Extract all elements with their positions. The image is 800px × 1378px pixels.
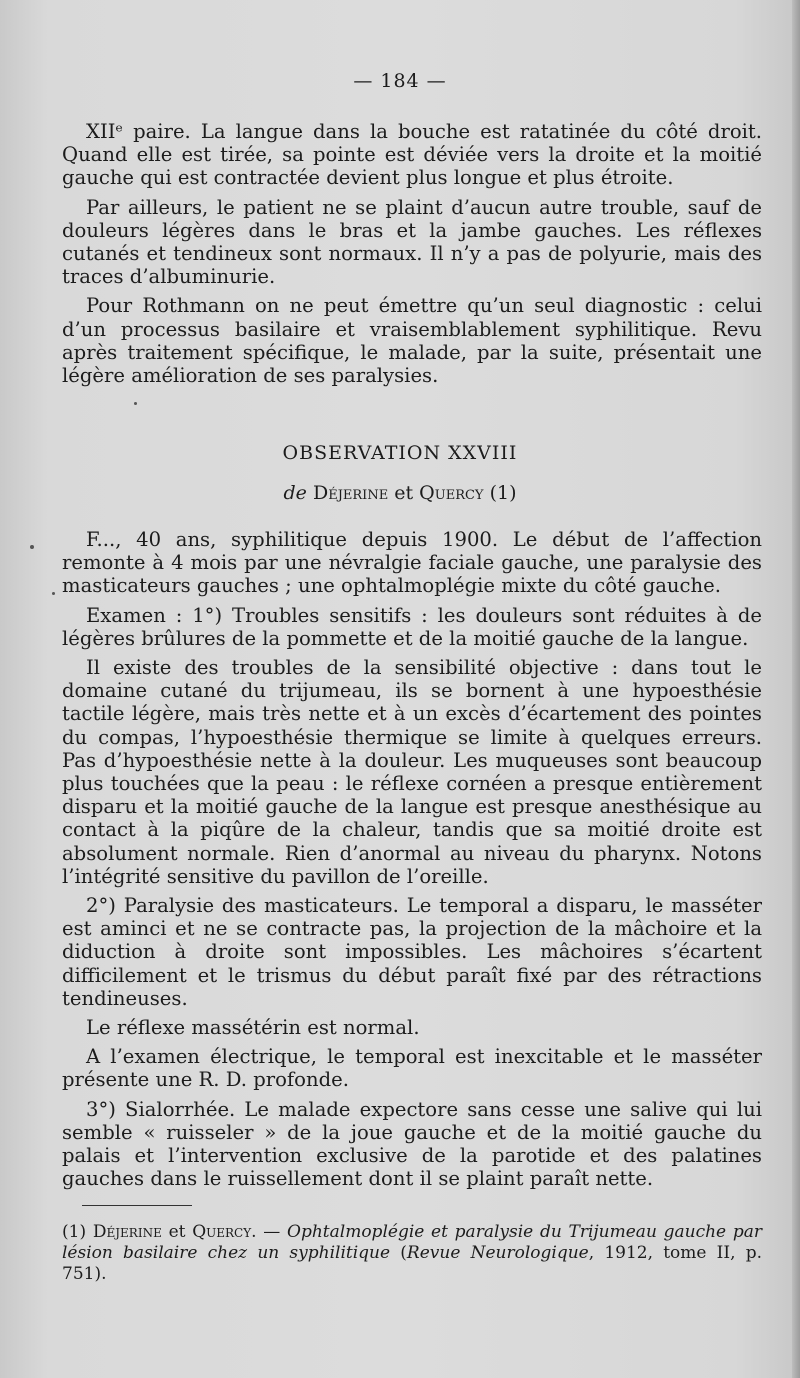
paragraph-electric-exam: A l’examen électrique, le temporal est inexcitable et le masséter présente une R. D. profonde. bbox=[62, 1045, 762, 1092]
footnote-conjunction: et bbox=[168, 1222, 186, 1242]
paragraph-diagnosis: Pour Rothmann on ne peut émettre qu’un seul diagnostic : celui d’un processus basilaire et vraisemblablement syphilitique. Revu après traitement spécifique, le malade, par la suite, présentait une légère amélioration de ses paralysies. bbox=[62, 294, 762, 388]
footnote-author-quercy: Quercy. bbox=[192, 1222, 257, 1242]
footnote-journal: Revue Neurologique bbox=[406, 1243, 589, 1263]
paragraph-objective-sensitivity: Il existe des troubles de la sensibilité objective : dans tout le domaine cutané du trijumeau, ils se bornent à une hypoesthésie tactile légère, mais très nette et à un excès d’écartement des pointes du compas, l’hypoesthésie thermique se limite à quelques erreurs. Pas d’hypoesthésie nette à la douleur. Les muqueuses sont beaucoup plus touchées que la peau : le réflexe cornéen a presque entièrement disparu et la moitié gauche de la langue est presque anesthésique au contact à la piqûre de la chaleur, tandis que sa moitié droite est absolument normale. Rien d’anormal au niveau du pharynx. Notons l’intégrité sensitive du pavillon de l’oreille. bbox=[62, 656, 762, 888]
footnote-journal-open: ( bbox=[400, 1243, 407, 1263]
paper-speck bbox=[52, 592, 55, 595]
authors-prefix: de bbox=[283, 482, 307, 504]
paragraph-symptoms: Par ailleurs, le patient ne se plaint d’aucun autre trouble, sauf de douleurs légères dans le bras et la jambe gauches. Les réflexes cutanés et tendineux sont normaux. Il n’y a pas de polyurie, mais des traces d’albuminurie. bbox=[62, 195, 762, 289]
paragraph-exam-sensory: Examen : 1°) Troubles sensitifs : les douleurs sont réduites à de légères brûlures de la pommette et de la moitié gauche de la langue. bbox=[62, 603, 762, 650]
paragraph-masseter-reflex: Le réflexe massétérin est normal. bbox=[86, 1016, 420, 1040]
paragraph-sialorrhea: 3°) Sialorrhée. Le malade expectore sans cesse une salive qui lui semble « ruisseler » de la joue gauche et de la moitié gauche du palais et l’intervention exclusive de la parotide et des palatines gauches dans le ruissellement dont il se plaint paraît nette. bbox=[62, 1097, 762, 1191]
footnote-divider bbox=[82, 1205, 192, 1206]
paragraph-cranial-nerve: XIIᵉ paire. La langue dans la bouche est ratatinée du côté droit. Quand elle est tirée, sa pointe est déviée vers la droite et la moitié gauche qui est contractée devient plus longue et plus étroite. bbox=[62, 120, 762, 190]
footnote-author-dejerine: Déjerine bbox=[92, 1222, 162, 1242]
authors-conjunction: et bbox=[394, 482, 414, 504]
observation-text bbox=[62, 528, 762, 1196]
footnote-dash: — bbox=[263, 1222, 281, 1242]
observation-title: OBSERVATION XXVIII bbox=[282, 442, 518, 464]
page-edge-shadow bbox=[792, 0, 800, 1378]
author-quercy: Quercy bbox=[419, 482, 484, 504]
paragraph-history: F..., 40 ans, syphilitique depuis 1900. Le début de l’affection remonte à 4 mois par une névralgie faciale gauche, une paralysie des masticateurs gauches ; une ophtalmoplégie mixte du côté gauche. bbox=[62, 528, 762, 598]
paragraph-masticator-paralysis: 2°) Paralysie des masticateurs. Le temporal a disparu, le masséter est aminci et ne se contracte pas, la projection de la mâchoire et la diduction à droite sont impossibles. Les mâchoires s’écartent difficilement et le trismus du début paraît fixé par des rétractions tendineuses. bbox=[62, 894, 762, 1010]
intro-text bbox=[62, 120, 762, 393]
footnote-number: (1) bbox=[62, 1222, 87, 1242]
paper-speck bbox=[134, 402, 137, 405]
observation-authors bbox=[0, 482, 800, 504]
footnote-article-title: Ophtalmoplégie et paralysie du Trijumeau gauche par lésion basilaire chez un syphilitique bbox=[62, 1222, 762, 1263]
footnote bbox=[62, 1222, 762, 1285]
author-dejerine: Déjerine bbox=[312, 482, 389, 504]
paper-speck bbox=[30, 545, 34, 549]
footnote-reference: (1) bbox=[489, 482, 517, 504]
page-number: — 184 — bbox=[353, 70, 447, 92]
footnote-details: , 1912, tome II, p. 751). bbox=[62, 1243, 762, 1284]
